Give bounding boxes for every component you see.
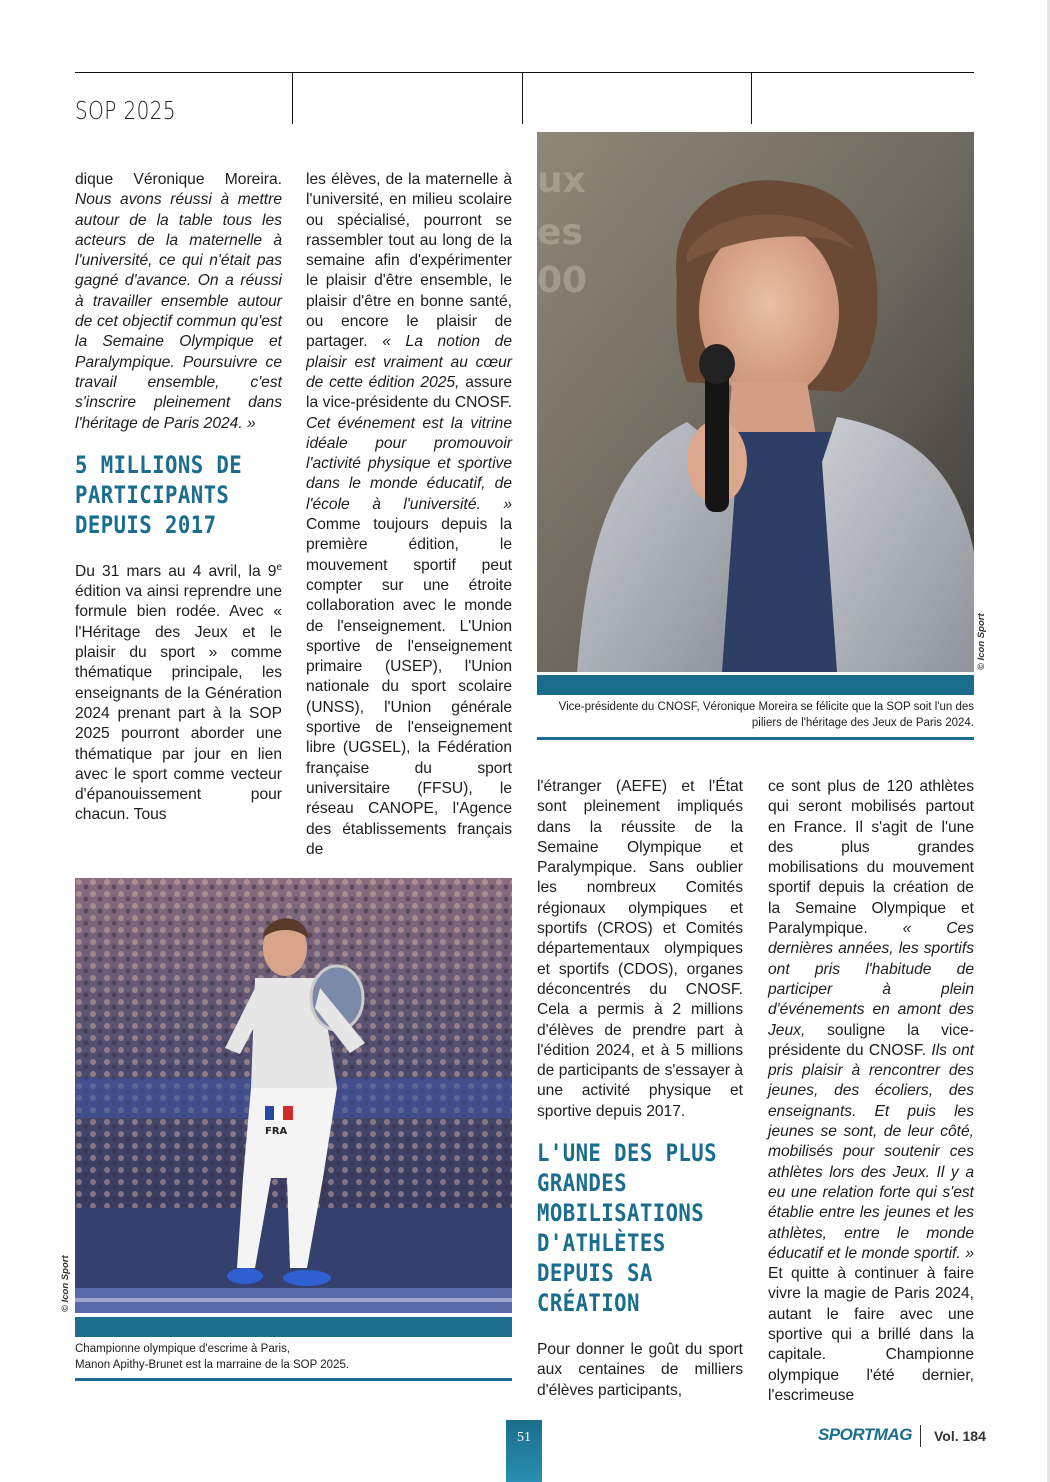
caption-rule bbox=[75, 1378, 512, 1381]
photo-caption: Vice-présidente du CNOSF, Véronique Moreira se félicite que la SOP soit l'un des piliers de l'héritage des Jeux de Paris 2024. bbox=[558, 701, 974, 729]
backdrop-text: ux bbox=[537, 160, 586, 201]
paragraph: dique Véronique Moreira. Nous avons réussi à mettre autour de la table tous les acteurs de la maternelle à l'université, ce qui n'était pas gagné d'avance. On a réussi à travailler ensemble autour de cet objectif commun qu'est la Semaine Olympique et Paralympique. Poursuivre ce travail ensemble, c'est s'inscrire pleinement dans l'héritage de Paris 2024. » bbox=[75, 171, 282, 432]
photo-manon-apithy-brunet bbox=[75, 878, 512, 1313]
paragraph: les élèves, de la maternelle à l'université, en milieu scolaire ou spécialisé, pourront se rassembler tout au long de la semaine afin d'expérimenter le plaisir d'être ensemble, le plaisir d'être en bonne santé, ou encore le plaisir de partager. « La notion de plaisir est vraiment au cœur de cette édition 2025, assure la vice-présidente du CNOSF. Cet événement est la vitrine idéale pour promouvoir l'activité physique et sportive dans le monde éducatif, de l'école à l'université. » Comme toujours depuis la première édition, le mouvement sportif peut compter sur une étroite collaboration avec le monde de l'enseignement. L'Union sportive de l'enseignement primaire (USEP), l'Union nationale du sport scolaire (UNSS), l'Union générale sportive de l'enseignement libre (UGSEL), la Fédération française du sport universitaire (FFSU), le réseau CANOPE, l'Agence des établissements français de bbox=[306, 171, 513, 858]
caption-rule bbox=[537, 737, 974, 740]
paragraph: Du 31 mars au 4 avril, la 9e édition va ainsi reprendre une formule bien rodée. Avec « l'Héritage des Jeux et le plaisir du sport » comme thématique principale, les enseignants de la Génération 2024 prenant part à la SOP 2025 pourront aborder une thématique par jour en lien avec le sport comme vecteur d'épanouissement pour chacun. Tous bbox=[75, 561, 282, 824]
backdrop-text: 00 bbox=[537, 260, 588, 301]
photo-veronique-moreira bbox=[537, 132, 974, 672]
subheading: 5 MILLIONS DE PARTICIPANTS DEPUIS 2017 bbox=[75, 450, 243, 539]
caption-bar bbox=[537, 675, 974, 695]
page-number: 51 bbox=[517, 1430, 531, 1445]
fencer-bib: FRA bbox=[265, 1126, 288, 1137]
article-column-3 bbox=[537, 777, 743, 1399]
page-number-box bbox=[506, 1420, 542, 1482]
volume-number: Vol. 184 bbox=[934, 1428, 986, 1444]
paragraph: ce sont plus de 120 athlètes qui seront mobilisés partout en France. Il s'agit de l'une des plus grandes mobilisations du mouvement sportif depuis la création de la Semaine Olympique et Paralympique. « Ces dernières années, les sportifs ont pris l'habitude de participer à plein d'événements en amont des Jeux, souligne la vice-présidente du CNOSF. Ils ont pris plaisir à rencontrer des jeunes, des écoliers, des enseignants. Et puis les jeunes se sont, de leur côté, mobilisés pour soutenir ces athlètes lors des Jeux. Il y a eu une relation forte qui s'est établie entre les jeunes et les athlètes, entre le monde éducatif et le monde sportif. » Et quitte à continuer à faire vivre la magie de Paris 2024, autant le faire avec une sportive qui a brillé dans la capitale. Championne olympique l'été dernier, l'escrimeuse bbox=[768, 778, 974, 1404]
footer-divider bbox=[920, 1425, 921, 1447]
section-title: SOP 2025 bbox=[75, 96, 176, 125]
backdrop-text: es bbox=[537, 212, 583, 253]
header-column-divider bbox=[522, 72, 523, 124]
fencer-illustration bbox=[75, 878, 512, 1313]
paragraph: l'étranger (AEFE) et l'État sont pleinement impliqués dans la réussite de la Semaine Olympique et Paralympique. Sans oublier les nombreux Comités régionaux olympiques et sportifs (CROS) et Comités départementaux olympiques et sportifs (CDOS), organes déconcentrés du CNOSF. Cela a permis à 2 millions d'élèves de prendre part à l'édition 2024, et à 5 millions de participants de s'essayer à une activité physique et sportive depuis 2017. bbox=[537, 778, 743, 1120]
header-column-divider bbox=[751, 72, 752, 124]
brand-logo: SPORTMAG bbox=[818, 1425, 912, 1444]
paragraph: Pour donner le goût du sport aux centaines de milliers d'élèves participants, bbox=[537, 1341, 743, 1399]
article-column-1 bbox=[75, 170, 282, 838]
photo-credit: © Icon Sport bbox=[976, 613, 987, 670]
article-column-4 bbox=[768, 777, 974, 1404]
subheading: L'UNE DES PLUS GRANDES MOBILISATIONS D'ATHLÈTES DEPUIS SA CRÉATION bbox=[537, 1139, 717, 1318]
photo-caption: Championne olympique d'escrime à Paris, Manon Apithy-Brunet est la marraine de la SOP 2025. bbox=[75, 1343, 350, 1371]
photo-credit: © Icon Sport bbox=[60, 1255, 71, 1312]
speaker-illustration bbox=[537, 132, 974, 672]
caption-bar bbox=[75, 1317, 512, 1337]
article-column-2 bbox=[306, 170, 513, 858]
header-column-divider bbox=[292, 72, 293, 124]
header-rule bbox=[75, 72, 974, 73]
